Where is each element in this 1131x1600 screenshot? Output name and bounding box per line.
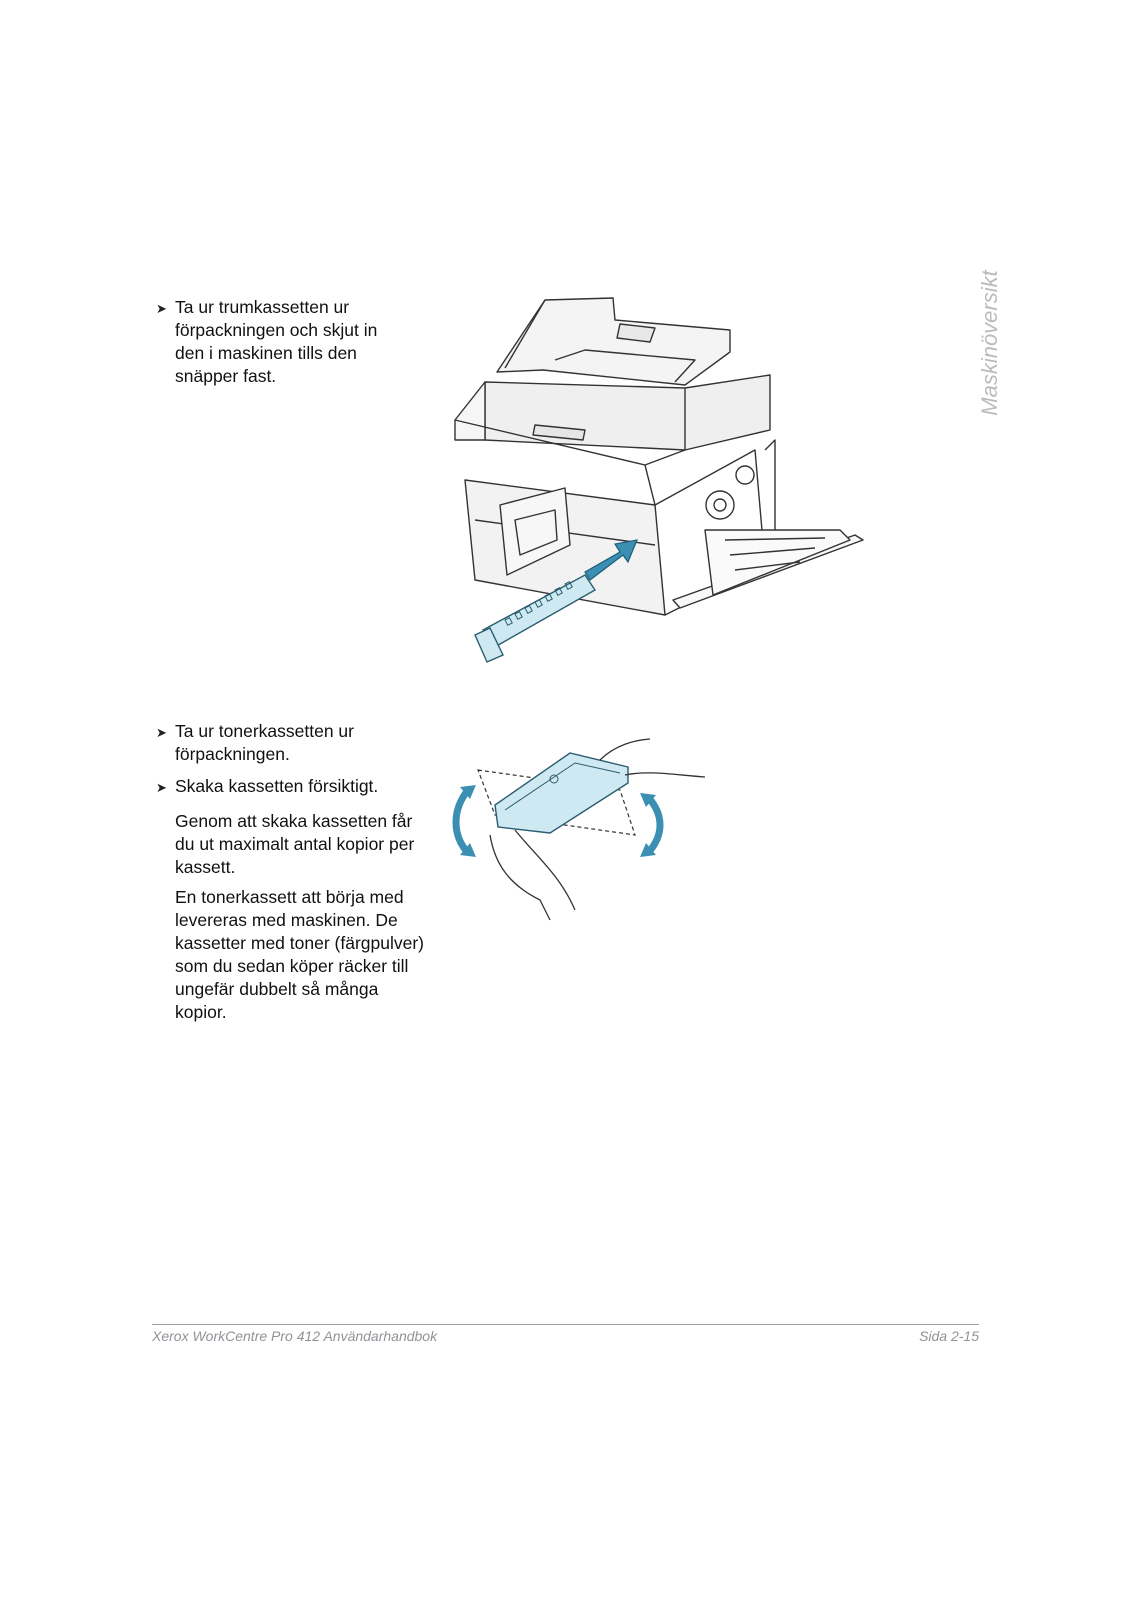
instruction-step-shake-toner [156,775,426,798]
explanation-paragraph: Genom att skaka kassetten får du ut maximalt antal kopior per kassett. [175,811,415,877]
step-text: Ta ur tonerkassetten ur förpackningen. [175,721,354,764]
instruction-step-insert-drum [156,296,406,388]
explanation-paragraph: En tonerkassett att börja med levereras med maskinen. De kassetter med toner (färgpulver) som du sedan köper räcker till ungefär dubbelt så många kopior. [175,887,424,1022]
section-sidebar-title [965,268,1015,418]
footer-divider [152,1324,979,1325]
toner-cartridge-shape [495,753,628,833]
instruction-step-unpack-toner [156,720,406,766]
shake-arrow-right-icon [648,797,660,853]
toner-shake-illustration [450,735,720,930]
footer-page-number: Sida 2-15 [919,1328,979,1344]
section-title: Maskinöversikt [977,270,1002,416]
shake-arrow-left-icon [456,790,468,853]
arrow-bullet-icon: ➤ [156,301,167,316]
footer-manual-title: Xerox WorkCentre Pro 412 Användarhandbok [152,1328,438,1344]
printer-drum-insertion-illustration [445,290,885,680]
step-text: Skaka kassetten försiktigt. [175,776,379,796]
arrow-bullet-icon: ➤ [156,780,167,795]
arrow-bullet-icon: ➤ [156,725,167,740]
step-text: Ta ur trumkassetten ur förpackningen och skjut in den i maskinen tills den snäpper fast. [175,297,378,386]
